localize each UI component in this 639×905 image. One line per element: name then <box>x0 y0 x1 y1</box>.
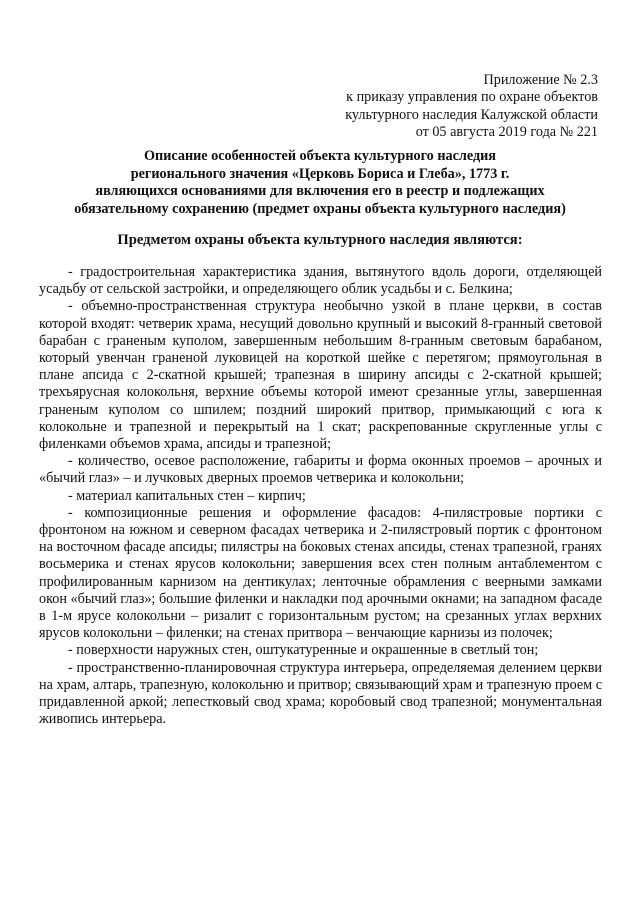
appendix-order-ref: к приказу управления по охране объектов <box>346 89 598 106</box>
appendix-number: Приложение № 2.3 <box>483 72 598 88</box>
list-item: - поверхности наружных стен, оштукатуренные и окрашенные в светлый тон; <box>68 642 539 659</box>
appendix-authority: культурного наследия Калужской области <box>345 106 598 123</box>
document-title <box>40 148 600 218</box>
list-item: - объемно-пространственная структура необычно узкой в плане церкви, в состав которой входят: четверик храма, несущий довольно крупный и высокий 8-гранный световой барабан с граненым куполом, завершенным небольшим 8-гранным световым барабаном, который увенчан граненой луковицей на короткой шейке с перетягом; прямоугольная в плане апсида с 2-скатной крышей; трапезная в ширину апсиды с 2-скатной крышей; трехъярусная колокольня, верхние объемы которой имеют срезанные углы, завершенная граненым куполом со шпилем; поздний широкий притвор, примыкающий с юга к колокольне и трапезной и перекрытый на 1 скат; раскрепованные скругленные углы с филенками объемов храма, апсиды и трапезной; <box>39 298 602 453</box>
subject-heading: Предметом охраны объекта культурного наследия являются: <box>117 232 523 248</box>
title-line-4: обязательному сохранению (предмет охраны объекта культурного наследия) <box>74 200 566 217</box>
list-item: - пространственно-планировочная структура интерьера, определяемая делением церкви на храм, алтарь, трапезную, колокольню и притвор; связывающий храм и трапезную проем с придавленной аркой; лепестковый свод храма; коробовый свод трапезной; монументальная живопись интерьера. <box>39 659 602 728</box>
protection-items-list <box>39 264 602 728</box>
list-item: - композиционные решения и оформление фасадов: 4-пилястровые портики с фронтоном на южном и северном фасадах четверика и 2-пилястровый портик с фронтоном на восточном фасаде апсиды; пилястры на боковых стенах апсиды, стенах трапезной, гранях восьмерика и стенах ярусов колокольни; завершения всех стен полным антаблементом с профилированным карнизом на дентикулах; ленточные обрамления с веерными замками окон «бычий глаз»; большие филенки и накладки под арочными окнами; на западном фасаде в 1-м ярусе колокольни – ризалит с горизонтальным рустом; на срезанных углах верхних ярусов колокольни – филенки; на стенах притвора – венчающие карнизы из полочек; <box>39 504 602 642</box>
appendix-date: от 05 августа 2019 года № 221 <box>415 124 598 141</box>
appendix-header <box>345 72 598 142</box>
title-line-1: Описание особенностей объекта культурного наследия <box>144 148 496 164</box>
title-line-2: регионального значения «Церковь Бориса и Глеба», 1773 г. <box>130 165 510 182</box>
list-item: - материал капитальных стен – кирпич; <box>68 487 306 504</box>
title-line-3: являющихся основаниями для включения его в реестр и подлежащих <box>95 183 545 200</box>
list-item: - количество, осевое расположение, габариты и форма оконных проемов – арочных и «бычий глаз» – и лучковых дверных проемов четверика и колокольни; <box>39 453 602 487</box>
list-item: - градостроительная характеристика здания, вытянутого вдоль дороги, отделяющей усадьбу от сельской застройки, и определяющего облик усадьбы и с. Белкина; <box>39 264 602 298</box>
